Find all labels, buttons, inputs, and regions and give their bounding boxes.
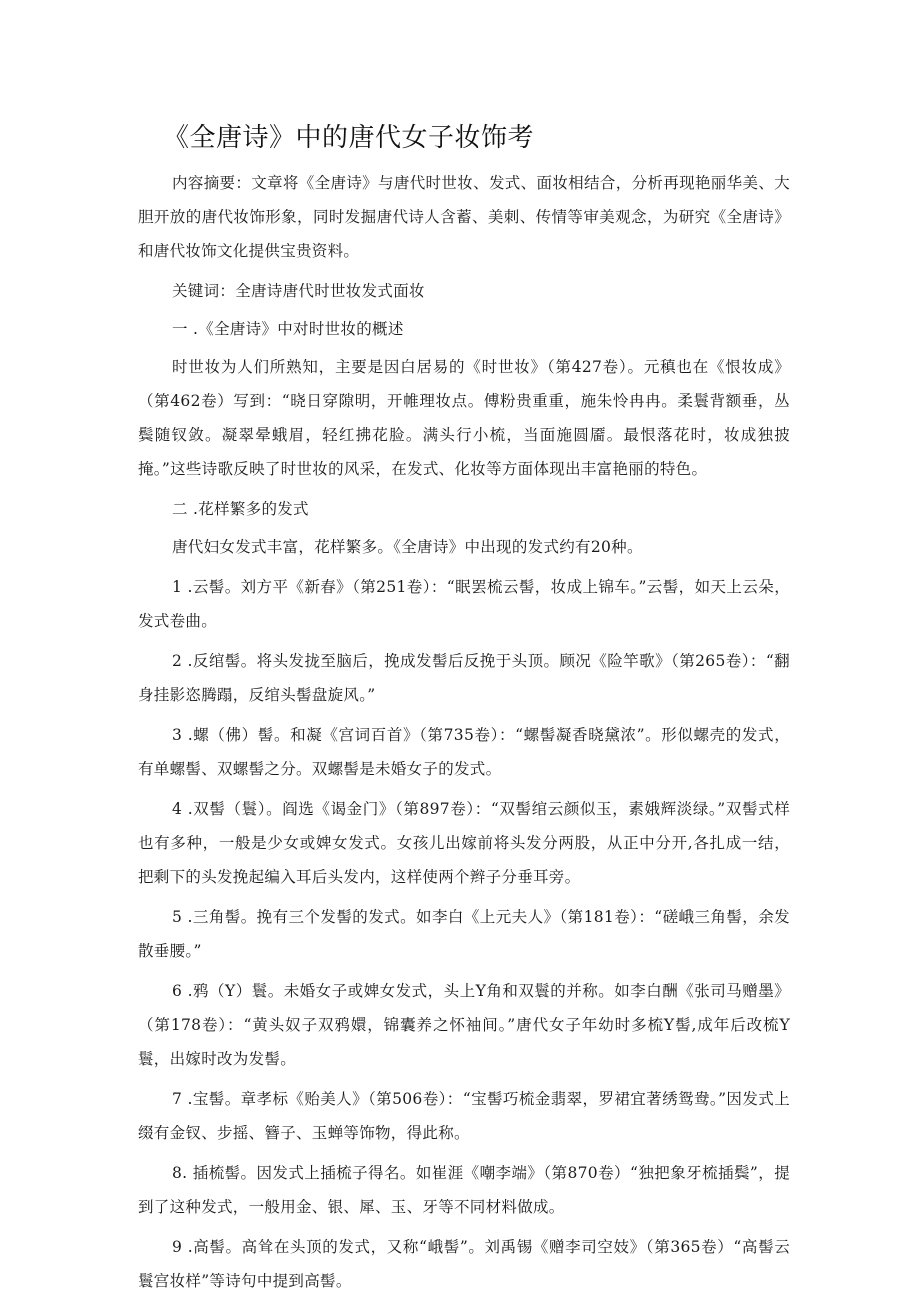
list-item-paragraph: 4 .双髻（鬟）。阎选《谒金门》（第897卷）：“双髻绾云颜似玉，素娥辉淡绿。”双髻式样也有多种，一般是少女或婢女发式。女孩儿出嫁前将头发分两股，从正中分开,各扎成一结，把剩下的头发挽起编入耳后头发内，这样使两个辫子分垂耳旁。 [138,800,790,886]
list-item-paragraph: 5 .三角髻。挽有三个发髻的发式。如李白《上元夫人》（第181卷）：“磋峨三角髻，余发散垂腰。” [138,908,790,960]
document-body [138,166,790,1304]
body-paragraph: 唐代妇女发式丰富，花样繁多。《全唐诗》中出现的发式约有20种。 [172,538,643,556]
keywords-paragraph: 关键词：全唐诗唐代时世妆发式面妆 [172,282,425,300]
list-item-paragraph: 9 .高髻。高耸在头顶的发式，又称“峨髻”。刘禹锡《赠李司空妓》（第365卷）“高髻云鬟宫妆样”等诗句中提到高髻。 [138,1238,790,1290]
list-item-paragraph: 1 .云髻。刘方平《新春》（第251卷）：“眠罢梳云髻，妆成上锦车。”云髻，如天上云朵，发式卷曲。 [138,578,790,630]
list-item-paragraph: 6 .鸦（Y）鬟。未婚女子或婢女发式，头上Y角和双鬟的并称。如李白酬《张司马赠墨》（第178卷）：“黄头奴子双鸦嬛，锦囊养之怀袖间。”唐代女子年幼时多梳Y髻,成年后改梳Y鬟，出嫁时改为发髻。 [138,982,790,1068]
list-item-paragraph: 2 .反绾髻。将头发拢至脑后，挽成发髻后反挽于头顶。顾况《险竿歌》（第265卷）：“翻身挂影恣腾蹋，反绾头髻盘旋风。” [138,652,790,704]
document-title: 《全唐诗》中的唐代女子妆饰考 [163,123,535,153]
list-item-paragraph: 7 .宝髻。章孝标《贻美人》（第506卷）：“宝髻巧梳金翡翠，罗裙宜著绣鸳鸯。”因发式上缀有金钗、步摇、簪子、玉蝉等饰物，得此称。 [138,1090,790,1142]
abstract-paragraph: 内容摘要：文章将《全唐诗》与唐代时世妆、发式、面妆相结合，分析再现艳丽华美、大胆开放的唐代妆饰形象，同时发掘唐代诗人含蓄、美刺、传情等审美观念，为研究《全唐诗》和唐代妆饰文化提供宝贵资料。 [138,174,790,260]
section-heading-1: 一 .《全唐诗》中对时世妆的概述 [172,320,404,338]
section-heading-2: 二 .花样繁多的发式 [172,500,309,518]
body-paragraph: 时世妆为人们所熟知，主要是因白居易的《时世妆》（第427卷）。元稹也在《恨妆成》（第462卷）写到：“晓日穿隙明，开帷理妆点。傅粉贵重重，施朱怜冉冉。柔鬟背额垂，丛鬓随钗敛。凝翠晕蛾眉，轻红拂花脸。满头行小梳，当面施圆靥。最恨落花时，妆成独披掩。”这些诗歌反映了时世妆的风采，在发式、化妆等方面体现出丰富艳丽的特色。 [138,358,790,478]
list-item-paragraph: 3 .螺（佛）髻。和凝《宫词百首》（第735卷）：“螺髻凝香晓黛浓”。形似螺壳的发式，有单螺髻、双螺髻之分。双螺髻是未婚女子的发式。 [138,726,790,778]
list-item-paragraph: 8. 插梳髻。因发式上插梳子得名。如崔涯《嘲李端》（第870卷）“独把象牙梳插鬓”，提到了这种发式，一般用金、银、犀、玉、牙等不同材料做成。 [138,1164,790,1216]
